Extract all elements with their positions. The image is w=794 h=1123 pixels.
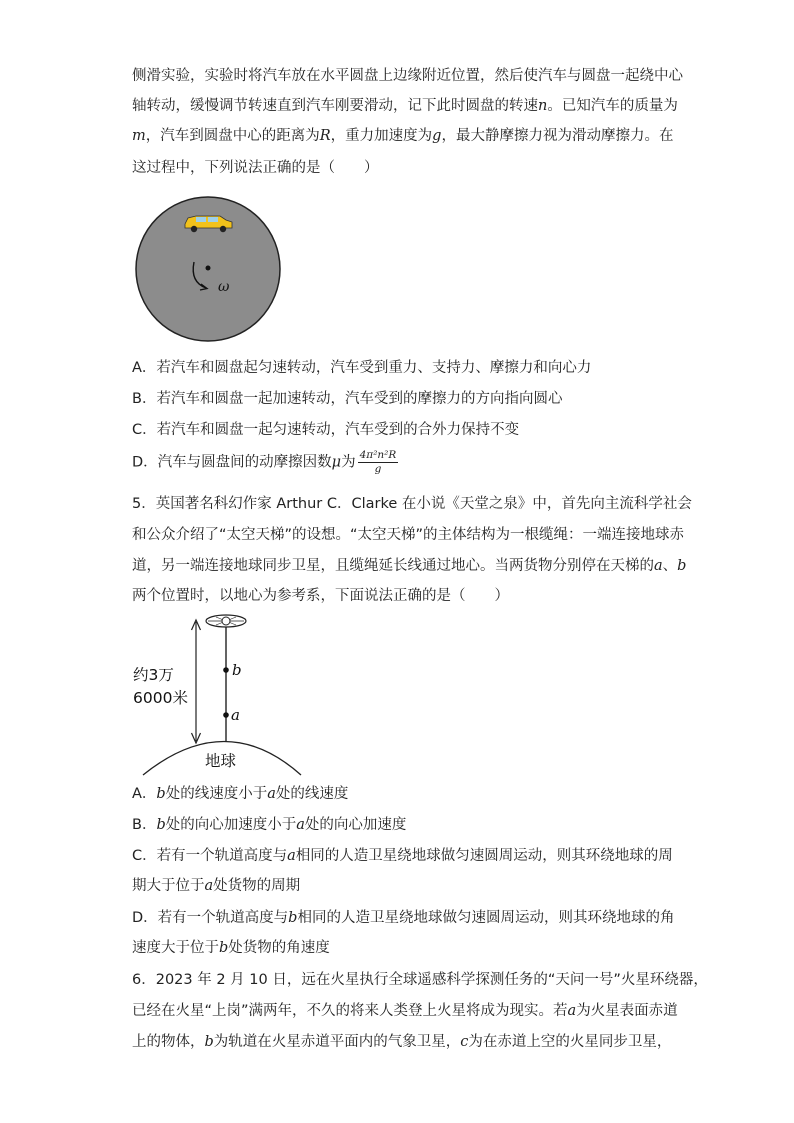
omega-label: ω	[218, 279, 230, 295]
satellite-icon	[206, 615, 246, 627]
q5-option-d-line-1: D．若有一个轨道高度与b相同的人造卫星绕地球做匀速圆周运动，则其环绕地球的角	[132, 910, 675, 926]
q6-line-2: 已经在火星“上岗”满两年，不久的将来人类登上火星将成为现实。若a为火星表面赤道	[132, 1003, 678, 1019]
q5-option-c-line-2: 期大于位于a处货物的周期	[132, 878, 301, 894]
q4-option-a: A．若汽车和圆盘起匀速转动，汽车受到重力、支持力、摩擦力和向心力	[132, 360, 592, 376]
q5-line-4: 两个位置时，以地心为参考系，下面说法正确的是（ ）	[132, 588, 509, 604]
q4-option-b: B．若汽车和圆盘一起加速转动，汽车受到的摩擦力的方向指向圆心	[132, 391, 563, 407]
q6-line-1: 6．2023 年 2 月 10 日，远在火星执行全球遥感科学探测任务的“天问一号”火星环绕器，	[132, 972, 708, 988]
q5-line-3: 道，另一端连接地球同步卫星，且缆绳延长线通过地心。当两货物分别停在天梯的a、b	[132, 558, 687, 574]
q5-option-a: A．b处的线速度小于a处的线速度	[132, 786, 349, 802]
q4-option-c: C．若汽车和圆盘一起匀速转动，汽车受到的合外力保持不变	[132, 422, 520, 438]
distance-label-2: 6000米	[133, 689, 188, 707]
q4-option-d: D．汽车与圆盘间的动摩擦因数μ为 $\frac{\text{4π²n²R}}{g}$	[132, 449, 397, 475]
q5-line-1: 5．英国著名科幻作家 Arthur C．Clarke 在小说《天堂之泉》中，首先向主流科学社会	[132, 496, 692, 512]
q5-option-c-line-1: C．若有一个轨道高度与a相同的人造卫星绕地球做匀速圆周运动，则其环绕地球的周	[132, 848, 673, 864]
q4-line-1: 侧滑实验，实验时将汽车放在水平圆盘上边缘附近位置，然后使汽车与圆盘一起绕中心	[132, 68, 683, 84]
q4-line-2: 轴转动，缓慢调节转速直到汽车刚要滑动，记下此时圆盘的转速n。已知汽车的质量为	[132, 98, 678, 114]
disk-center-dot	[206, 266, 211, 271]
q5-line-2: 和公众介绍了“太空天梯”的设想。“太空天梯”的主体结构为一根缆绳：一端连接地球赤	[132, 527, 685, 543]
q4-line-4: 这过程中，下列说法正确的是（ ）	[132, 160, 379, 176]
friction-fraction: $\frac{\text{4π²n²R}}{g}$	[359, 449, 397, 475]
label-a: a	[231, 706, 240, 724]
space-elevator-figure	[130, 608, 310, 780]
q4-line-3: m，汽车到圆盘中心的距离为R，重力加速度为g，最大静摩擦力视为滑动摩擦力。在	[132, 128, 674, 144]
q5-option-b: B．b处的向心加速度小于a处的向心加速度	[132, 817, 407, 833]
earth-label: 地球	[205, 752, 237, 770]
rotating-disk-figure	[130, 190, 290, 345]
q6-line-3: 上的物体，b为轨道在火星赤道平面内的气象卫星，c为在赤道上空的火星同步卫星，	[132, 1034, 672, 1050]
distance-label-1: 约3万	[133, 666, 174, 684]
q5-option-d-line-2: 速度大于位于b处货物的角速度	[132, 940, 330, 956]
point-a	[223, 712, 229, 718]
label-b: b	[232, 661, 242, 679]
point-b	[223, 667, 229, 673]
